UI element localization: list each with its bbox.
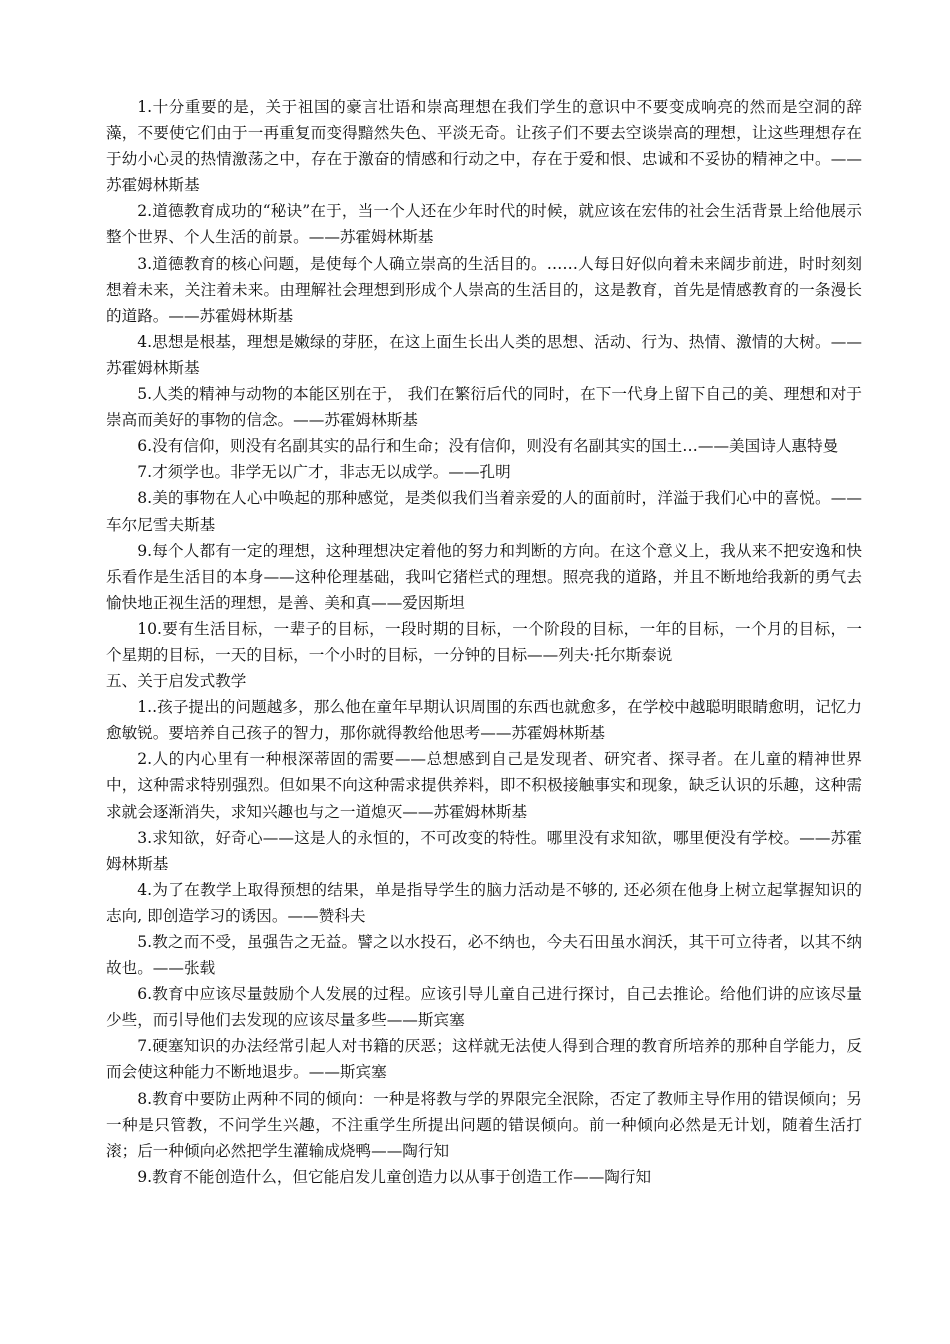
quote-paragraph: 1..孩子提出的问题越多，那么他在童年早期认识周围的东西也就愈多，在学校中越聪明眼睛愈明，记忆力愈敏锐。要培养自己孩子的智力，那你就得教给他思考——苏霍姆林斯基 xyxy=(106,698,862,743)
section-ideals xyxy=(106,94,862,668)
section-heading: 五、关于启发式教学 xyxy=(106,672,247,691)
quote-paragraph: 9.教育不能创造什么，但它能启发儿童创造力以从事于创造工作——陶行知 xyxy=(137,1167,652,1186)
quote-paragraph: 4.为了在教学上取得预想的结果，单是指导学生的脑力活动是不够的, 还必须在他身上树立起掌握知识的志向, 即创造学习的诱因。——赞科夫 xyxy=(106,880,862,925)
quote-paragraph: 8.美的事物在人心中唤起的那种感觉，是类似我们当着亲爱的人的面前时，洋溢于我们心中的喜悦。——车尔尼雪夫斯基 xyxy=(106,489,862,534)
quote-paragraph: 2.道德教育成功的“秘诀”在于，当一个人还在少年时代的时候，就应该在宏伟的社会生活背景上给他展示整个世界、个人生活的前景。——苏霍姆林斯基 xyxy=(106,202,862,247)
quote-paragraph: 8.教育中要防止两种不同的倾向：一种是将教与学的界限完全泯除，否定了教师主导作用的错误倾向；另一种是只管教，不问学生兴趣，不注重学生所提出问题的错误倾向。前一种倾向必然是无计划，随着生活打滚；后一种倾向必然把学生灌输成烧鸭——陶行知 xyxy=(106,1089,862,1160)
quote-paragraph: 1.十分重要的是，关于祖国的豪言壮语和崇高理想在我们学生的意识中不要变成响亮的然而是空洞的辞藻，不要使它们由于一再重复而变得黯然失色、平淡无奇。让孩子们不要去空谈崇高的理想，让这些理想存在于幼小心灵的热情激荡之中，存在于激奋的情感和行动之中，存在于爱和恨、忠诚和不妥协的精神之中。——苏霍姆林斯基 xyxy=(106,98,862,195)
quote-paragraph: 9.每个人都有一定的理想，这种理想决定着他的努力和判断的方向。在这个意义上，我从来不把安逸和快乐看作是生活目的本身——这种伦理基础，我叫它猪栏式的理想。照亮我的道路，并且不断地给我新的勇气去愉快地正视生活的理想，是善、美和真——爱因斯坦 xyxy=(106,541,862,612)
quote-paragraph: 5.教之而不受，虽强告之无益。譬之以水投石，必不纳也，今夫石田虽水润沃，其干可立待者，以其不纳故也。——张载 xyxy=(106,933,862,978)
quote-paragraph: 6.教育中应该尽量鼓励个人发展的过程。应该引导儿童自己进行探讨，自己去推论。给他们讲的应该尽量少些，而引导他们去发现的应该尽量多些——斯宾塞 xyxy=(106,985,862,1030)
quote-paragraph: 7.硬塞知识的办法经常引起人对书籍的厌恶；这样就无法使人得到合理的教育所培养的那种自学能力，反而会使这种能力不断地退步。——斯宾塞 xyxy=(106,1037,862,1082)
quote-paragraph: 3.求知欲，好奇心——这是人的永恒的，不可改变的特性。哪里没有求知欲，哪里便没有学校。——苏霍姆林斯基 xyxy=(106,828,862,873)
document-body xyxy=(106,94,862,1190)
section-heuristic-teaching xyxy=(106,668,862,1190)
quote-paragraph: 2.人的内心里有一种根深蒂固的需要——总想感到自己是发现者、研究者、探寻者。在儿童的精神世界中，这种需求特别强烈。但如果不向这种需求提供养料，即不积极接触事实和现象，缺乏认识的乐趣，这种需求就会逐渐消失，求知兴趣也与之一道熄灭——苏霍姆林斯基 xyxy=(106,750,862,821)
quote-paragraph: 6.没有信仰，则没有名副其实的品行和生命；没有信仰，则没有名副其实的国土…——美国诗人惠特曼 xyxy=(137,437,839,456)
quote-paragraph: 7.才须学也。非学无以广才，非志无以成学。——孔明 xyxy=(137,463,511,482)
quote-paragraph: 5.人类的精神与动物的本能区别在于， 我们在繁衍后代的同时，在下一代身上留下自己的美、理想和对于崇高而美好的事物的信念。——苏霍姆林斯基 xyxy=(106,385,862,430)
quote-paragraph: 4.思想是根基，理想是嫩绿的芽胚，在这上面生长出人类的思想、活动、行为、热情、激情的大树。——苏霍姆林斯基 xyxy=(106,332,862,377)
quote-paragraph: 10.要有生活目标，一辈子的目标，一段时期的目标，一个阶段的目标，一年的目标，一个月的目标，一个星期的目标，一天的目标，一个小时的目标，一分钟的目标——列夫·托尔斯泰说 xyxy=(106,619,862,664)
quote-paragraph: 3.道德教育的核心问题，是使每个人确立崇高的生活目的。……人每日好似向着未来阔步前进，时时刻刻想着未来，关注着未来。由理解社会理想到形成个人崇高的生活目的，这是教育，首先是情感教育的一条漫长的道路。——苏霍姆林斯基 xyxy=(106,254,862,325)
